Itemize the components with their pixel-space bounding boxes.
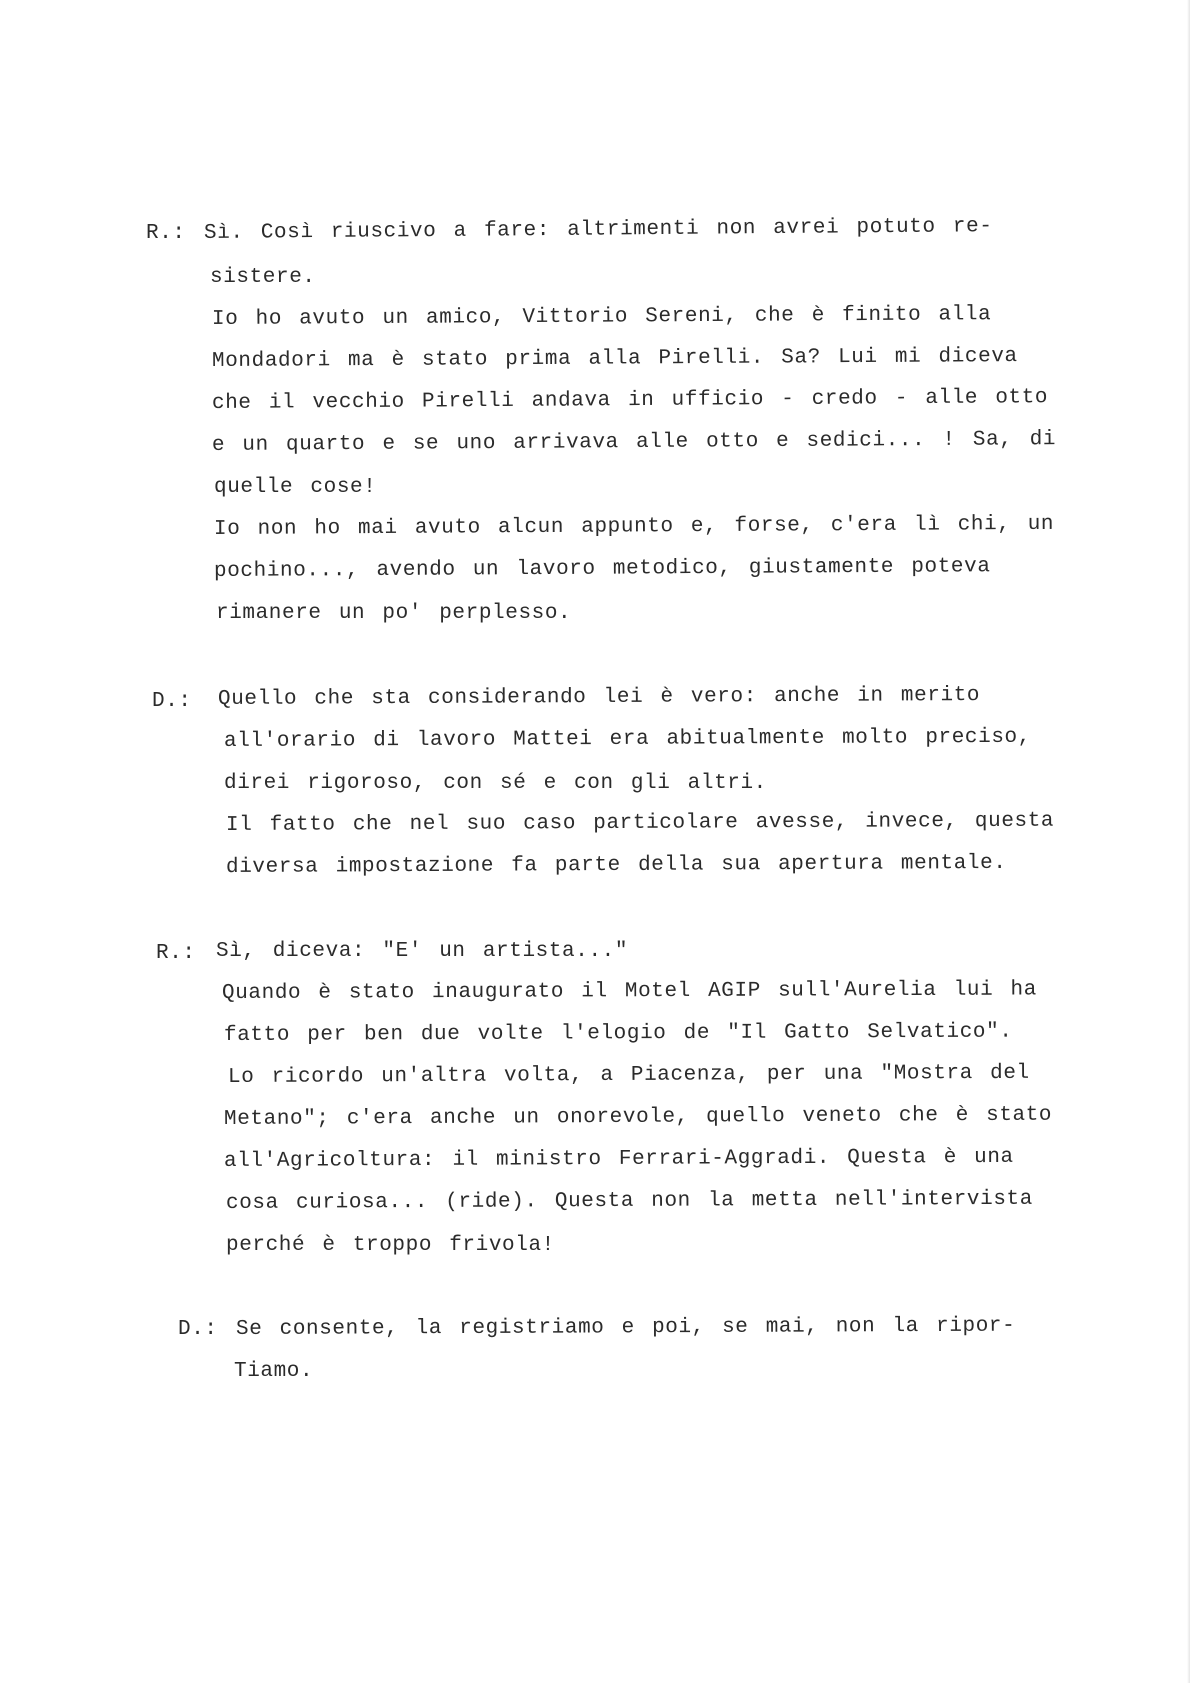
text-line: diversa impostazione fa parte della sua apertura mentale. [225,851,1007,879]
text-line: direi rigoroso, con sé e con gli altri. [224,772,767,795]
speaker-label: D.: [178,1318,218,1341]
text-line: Il fatto che nel suo caso particolare avesse, invece, questa [225,809,1055,837]
speaker-label: R.: [156,942,196,965]
text-line: Quello che sta considerando lei è vero: anche in merito [217,684,981,711]
text-line: Io non ho mai avuto alcun appunto e, forse, c'era lì chi, un [213,512,1055,541]
text-line: Sì. Così riuscivo a fare: altrimenti non avrei potuto re- [203,215,993,245]
text-line: Sì, diceva: "E' un artista..." [216,940,629,963]
text-line: Metano"; c'era anche un onorevole, quello veneto che è stato [223,1103,1053,1131]
text-line: e un quarto e se uno arrivava alle otto e sedici... ! Sa, di [211,428,1057,457]
text-line: Quando è stato inaugurato il Motel AGIP sull'Aurelia lui ha [221,978,1037,1005]
text-line: pochino..., avendo un lavoro metodico, giustamente poteva [213,555,991,583]
speaker-label: R.: [146,222,186,245]
text-line: perché è troppo frivola! [226,1234,555,1257]
text-line: fatto per ben due volte l'elogio de "Il Gatto Selvatico". [223,1020,1013,1047]
text-line: Mondadori ma è stato prima alla Pirelli. Sa? Lui mi diceva [211,345,1018,373]
text-line: all'Agricoltura: il ministro Ferrari-Aggradi. Questa è una [223,1145,1014,1173]
speaker-label: D.: [152,690,192,713]
text-line: Se consente, la registriamo e poi, se mai, non la ripor- [235,1314,1016,1341]
text-line: che il vecchio Pirelli andava in ufficio - credo - alle otto [211,386,1049,415]
text-line: sistere. [210,266,316,289]
text-line: quelle cose! [214,476,377,499]
text-line: Tiamo. [234,1360,314,1383]
text-line: rimanere un po' perplesso. [216,602,572,625]
text-line: Lo ricordo un'altra volta, a Piacenza, per una "Mostra del [227,1061,1030,1089]
text-line: Io ho avuto un amico, Vittorio Sereni, che è finito alla [211,303,992,331]
text-line: cosa curiosa... (ride). Questa non la metta nell'intervista [225,1187,1033,1215]
text-line: all'orario di lavoro Mattei era abitualmente molto preciso, [223,725,1031,753]
